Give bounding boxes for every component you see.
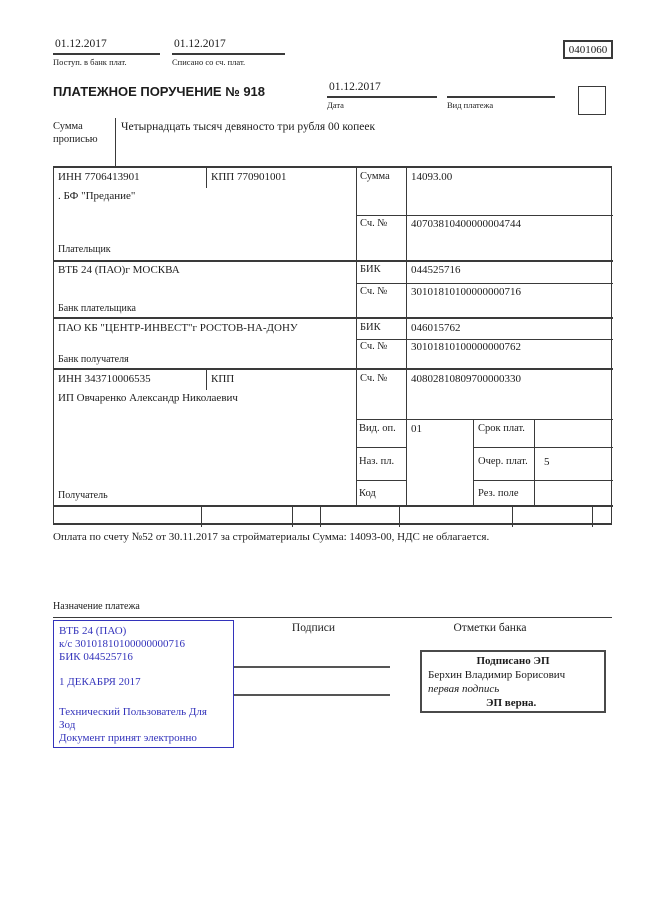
- date-rule: [327, 96, 437, 98]
- payment-type-field: [447, 81, 555, 110]
- purpose-text: Оплата по счету №52 от 30.11.2017 за стройматериалы Сумма: 14093-00, НДС не облагается.: [53, 531, 490, 543]
- esign-name: Берхин Владимир Борисович: [428, 669, 566, 681]
- table-vline-kpp-bottom: [206, 370, 207, 390]
- signature-line-1: [234, 666, 390, 668]
- debited-date-label: Списано со сч. плат.: [172, 57, 246, 67]
- payment-type-box: [578, 86, 606, 115]
- table-hline-subtable-top: [356, 419, 613, 420]
- document-title: ПЛАТЕЖНОЕ ПОРУЧЕНИЕ № 918: [53, 84, 266, 99]
- payer-bank-name: ВТБ 24 (ПАО)г МОСКВА: [58, 264, 180, 276]
- payer-bank-account: 30101810100000000716: [411, 286, 521, 298]
- fields-row-div-2: [292, 507, 293, 527]
- purpose-label: Назначение платежа: [53, 601, 140, 612]
- stamp-user-1: Технический Пользователь Для: [59, 706, 207, 718]
- payer-kpp: КПП 770901001: [211, 171, 287, 183]
- order-label: Очер. плат.: [478, 456, 528, 467]
- stamp-user-2: Зод: [59, 719, 76, 731]
- reserve-label: Рез. поле: [478, 488, 519, 499]
- subtable-hline-2b: [473, 480, 613, 481]
- received-date-rule: [53, 53, 160, 55]
- subtable-hline-1a: [356, 447, 406, 448]
- stamp-date: 1 ДЕКАБРЯ 2017: [59, 676, 141, 688]
- table-hline-bik1: [356, 283, 613, 284]
- payee-account-label: Сч. №: [360, 373, 388, 384]
- table-hline-bik2: [356, 339, 613, 340]
- bank-stamp-box: [53, 620, 234, 748]
- payee-bank-account-label: Сч. №: [360, 341, 388, 352]
- subtable-vline-2: [534, 419, 535, 507]
- payer-bank-bik-label: БИК: [360, 264, 381, 275]
- received-date-value: 01.12.2017: [55, 38, 107, 50]
- op-type-value: 01: [411, 423, 422, 435]
- fields-row-div-3: [320, 507, 321, 527]
- table-hline-sum: [356, 215, 613, 216]
- esign-box: [420, 650, 606, 713]
- stamp-accepted: Документ принят электронно: [59, 732, 197, 744]
- amount-words-label-2: прописью: [53, 134, 98, 145]
- payee-kpp-label: КПП: [211, 373, 235, 385]
- payee-bank-name: ПАО КБ "ЦЕНТР-ИНВЕСТ"г РОСТОВ-НА-ДОНУ: [58, 322, 298, 334]
- payer-bank-label: Банк плательщика: [58, 303, 136, 314]
- amount-words-label-1: Сумма: [53, 121, 83, 132]
- date-field: [327, 81, 437, 110]
- debited-date-value: 01.12.2017: [174, 38, 226, 50]
- received-date-label: Поступ. в банк плат.: [53, 57, 127, 67]
- payer-inn: ИНН 7706413901: [58, 171, 140, 183]
- stamp-bank: ВТБ 24 (ПАО): [59, 625, 127, 637]
- esign-verified: ЭП верна.: [486, 697, 537, 709]
- amount-words-value: Четырнадцать тысяч девяносто три рубля 00 копеек: [121, 121, 376, 133]
- date-value: 01.12.2017: [329, 81, 381, 93]
- stamp-bik: БИК 044525716: [59, 651, 133, 663]
- sum-value: 14093.00: [411, 171, 453, 183]
- table-vline-labels: [406, 168, 407, 507]
- payment-type-value: [447, 81, 555, 93]
- purpose-rule: [53, 617, 612, 618]
- payee-bank-bik-label: БИК: [360, 322, 381, 333]
- code-label: Код: [359, 488, 376, 499]
- op-type-label: Вид. оп.: [359, 423, 396, 434]
- form-code-box: 0401060: [563, 40, 613, 59]
- term-label: Срок плат.: [478, 423, 525, 434]
- sum-label: Сумма: [360, 171, 390, 182]
- payment-type-rule: [447, 96, 555, 98]
- esign-title: Подписано ЭП: [476, 655, 550, 667]
- table-vline-main: [356, 168, 357, 507]
- bank-marks-header: Отметки банка: [453, 622, 527, 634]
- esign-subtitle: первая подпись: [428, 683, 500, 695]
- payee-bank-account: 30101810100000000762: [411, 341, 521, 353]
- table-hline-payerbank: [54, 317, 613, 319]
- order-value: 5: [544, 456, 550, 468]
- fields-row-div-4: [399, 507, 400, 527]
- stamp-corr: к/с 30101810100000000716: [59, 638, 186, 650]
- signatures-header: Подписи: [291, 622, 336, 634]
- fields-row-div-1: [201, 507, 202, 527]
- payee-inn: ИНН 343710006535: [58, 373, 151, 385]
- signature-line-2: [234, 694, 390, 696]
- table-hline-payeebank: [54, 368, 613, 370]
- payee-label: Получатель: [58, 490, 108, 501]
- payer-account-label: Сч. №: [360, 218, 388, 229]
- debited-date-field: [172, 38, 285, 67]
- debited-date-rule: [172, 53, 285, 55]
- table-vline-kpp-top: [206, 168, 207, 188]
- received-date-field: [53, 38, 160, 67]
- purpose-code-label: Наз. пл.: [359, 456, 395, 467]
- payer-label: Плательщик: [58, 244, 111, 255]
- requisites-table: [53, 166, 612, 525]
- fields-row-div-6: [592, 507, 593, 527]
- table-hline-payee: [54, 505, 613, 507]
- subtable-vline-1: [473, 419, 474, 507]
- payer-bank-bik: 044525716: [411, 264, 461, 276]
- payee-bank-bik: 046015762: [411, 322, 461, 334]
- payer-account: 40703810400000004744: [411, 218, 521, 230]
- payee-name: ИП Овчаренко Александр Николаевич: [58, 392, 238, 404]
- date-label: Дата: [327, 100, 344, 110]
- table-hline-payer: [54, 260, 613, 262]
- payee-bank-label: Банк получателя: [58, 354, 129, 365]
- payer-bank-account-label: Сч. №: [360, 286, 388, 297]
- amount-words-divider: [115, 118, 116, 166]
- payer-name: . БФ "Предание": [58, 190, 136, 202]
- payee-account: 40802810809700000330: [411, 373, 521, 385]
- fields-row-div-5: [512, 507, 513, 527]
- subtable-hline-2a: [356, 480, 406, 481]
- payment-type-label: Вид платежа: [447, 100, 494, 110]
- subtable-hline-1b: [473, 447, 613, 448]
